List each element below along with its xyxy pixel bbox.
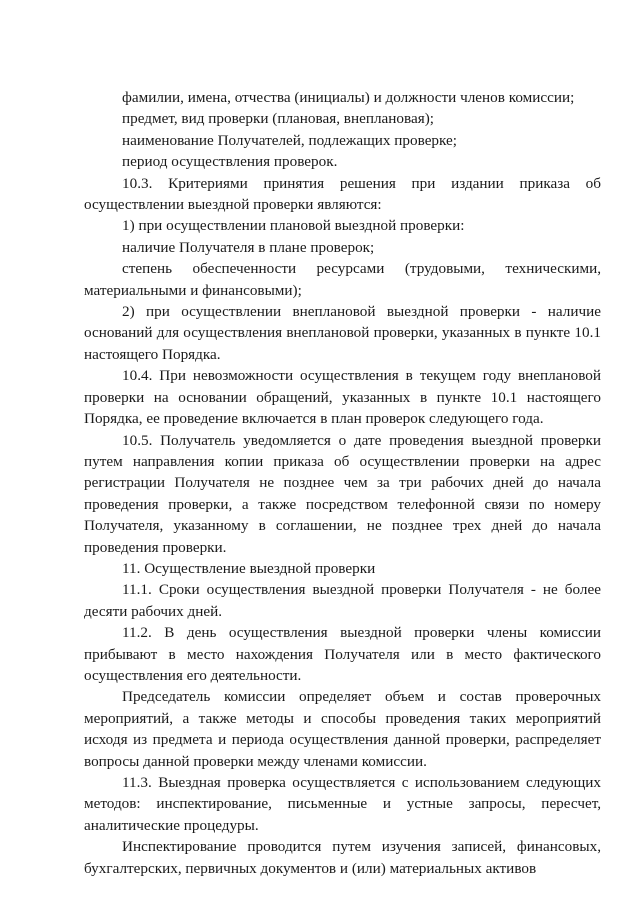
paragraph: 10.4. При невозможности осуществления в текущем году внеплановой проверки на основании обращений, указанных в пункте 10.1 настоящего Порядка, ее проведение включается в план проверок следующего года.	[84, 367, 601, 428]
paragraph: наличие Получателя в плане проверок;	[122, 238, 375, 256]
document-body	[84, 87, 601, 879]
paragraph: Инспектирование проводится путем изучения записей, финансовых, бухгалтерских, первичных документов и (или) материальных активов	[84, 838, 601, 877]
paragraph: предмет, вид проверки (плановая, внеплановая);	[122, 110, 434, 128]
paragraph: Председатель комиссии определяет объем и состав проверочных мероприятий, а также методы и способы проведения таких мероприятий исходя из предмета и периода осуществления данной проверки, распределяет вопросы данной проверки между членами комиссии.	[84, 688, 601, 770]
paragraph: наименование Получателей, подлежащих проверке;	[122, 131, 457, 149]
paragraph: период осуществления проверок.	[122, 153, 338, 171]
paragraph: 2) при осуществлении внеплановой выездной проверки - наличие оснований для осуществления внеплановой проверки, указанных в пункте 10.1 настоящего Порядка.	[84, 303, 601, 363]
paragraph: фамилии, имена, отчества (инициалы) и должности членов комиссии;	[122, 89, 575, 106]
paragraph: 1) при осуществлении плановой выездной проверки:	[122, 217, 465, 235]
paragraph: 10.5. Получатель уведомляется о дате проведения выездной проверки путем направления копии приказа об осуществлении проверки на адрес регистрации Получателя не позднее чем за три рабочих дней до начала проведения проверки, а также посредством телефонной связи по номеру Получателя, указанному в соглашении, не позднее трех дней до начала проведения проверки.	[84, 431, 601, 556]
section-heading: 11. Осуществление выездной проверки	[122, 559, 376, 577]
paragraph: 11.3. Выездная проверка осуществляется с использованием следующих методов: инспектирование, письменные и устные запросы, пересчет, аналитические процедуры.	[84, 774, 601, 834]
paragraph: 11.2. В день осуществления выездной проверки члены комиссии прибывают в место нахождения Получателя или в место фактического осуществления его деятельности.	[84, 624, 601, 684]
paragraph: 10.3. Критериями принятия решения при издании приказа об осуществлении выездной проверки являются:	[84, 174, 601, 214]
paragraph: степень обеспеченности ресурсами (трудовыми, техническими, материальными и финансовыми);	[84, 260, 601, 299]
paragraph: 11.1. Сроки осуществления выездной проверки Получателя - не более десяти рабочих дней.	[84, 581, 601, 620]
